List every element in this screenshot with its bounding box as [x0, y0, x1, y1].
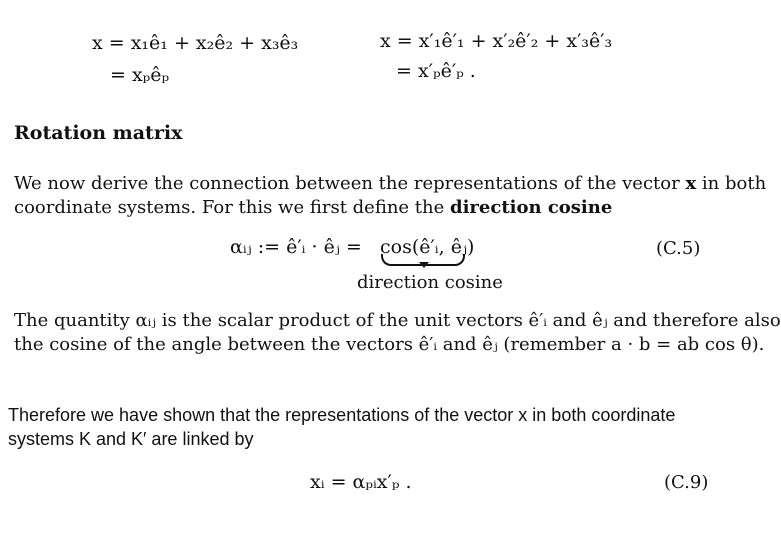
- paragraph-3-line-1: Therefore we have shown that the representations of the vector x in both coordinate: [8, 405, 676, 425]
- direction-cosine-term: direction cosine: [450, 197, 613, 218]
- paragraph-1-line-2: [14, 196, 612, 220]
- vector-x: x: [685, 173, 697, 194]
- equation-top-left-line2: = xₚêₚ: [110, 64, 170, 86]
- paragraph-1-line-1: [14, 172, 766, 196]
- paragraph-3-line-2: systems K and K′ are linked by: [8, 429, 254, 449]
- underbrace-label: direction cosine: [357, 272, 503, 293]
- underbrace-tip: [419, 262, 429, 268]
- equation-top-left-line1: x = x₁ê₁ + x₂ê₂ + x₃ê₃: [92, 32, 299, 54]
- equation-top-right-line2: = x′ₚê′ₚ .: [396, 60, 476, 82]
- equation-c5-lhs: αᵢⱼ := ê′ᵢ · êⱼ =: [230, 236, 362, 258]
- equation-c5-rhs: cos(ê′ᵢ, êⱼ): [380, 236, 475, 258]
- paragraph-1-line-2-pre: coordinate systems. For this we first define the: [14, 197, 450, 218]
- paragraph-2-line-1: The quantity αᵢⱼ is the scalar product of the unit vectors ê′ᵢ and êⱼ and therefore also: [14, 310, 781, 331]
- equation-top-right-line1: x = x′₁ê′₁ + x′₂ê′₂ + x′₃ê′₃: [380, 30, 613, 52]
- equation-number-c5: (C.5): [656, 238, 701, 259]
- paragraph-1-line-1-post: in both: [696, 173, 767, 194]
- equation-number-c9: (C.9): [664, 472, 709, 493]
- section-heading: Rotation matrix: [14, 122, 183, 144]
- paragraph-2-line-2: the cosine of the angle between the vectors ê′ᵢ and êⱼ (remember a · b = ab cos θ).: [14, 334, 765, 355]
- equation-c9: xᵢ = αₚᵢx′ₚ .: [310, 471, 412, 493]
- paragraph-1-line-1-pre: We now derive the connection between the representations of the vector: [14, 173, 686, 194]
